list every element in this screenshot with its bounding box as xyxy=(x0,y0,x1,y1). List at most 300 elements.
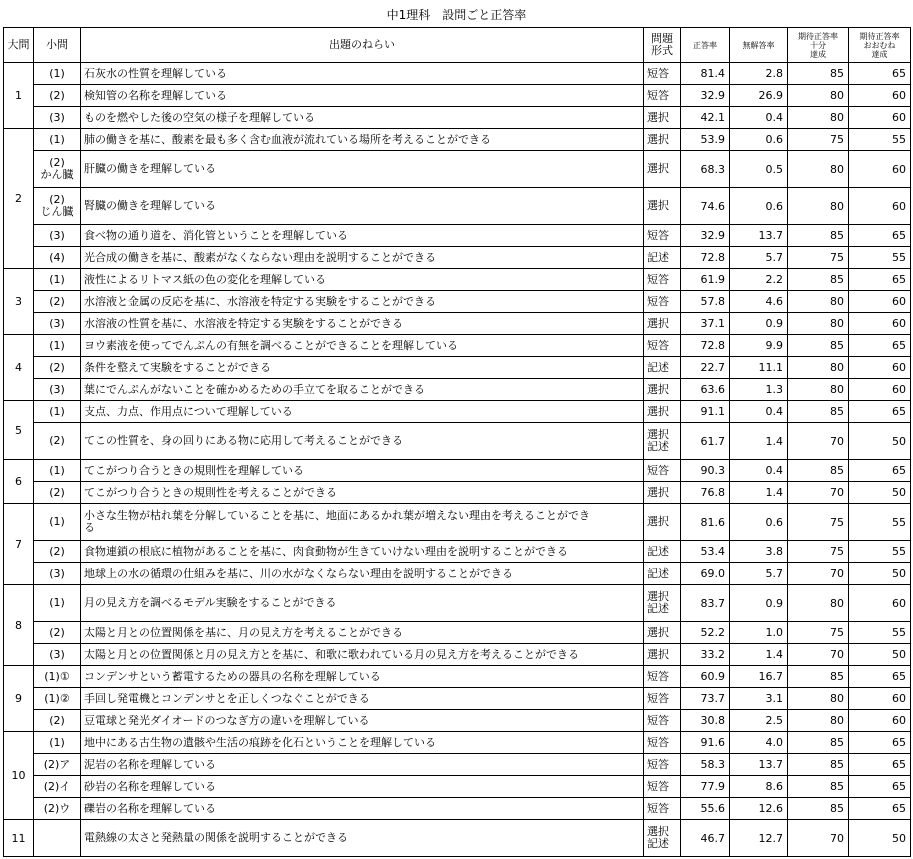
aim-cell: 検知管の名称を理解している xyxy=(81,85,644,107)
format-cell xyxy=(644,482,681,504)
sho-line: (1) xyxy=(49,272,65,286)
no-answer-rate-cell: 13.7 xyxy=(730,754,788,776)
aim-cell: てこがつり合うときの規則性を理解している xyxy=(81,460,644,482)
format-cell xyxy=(644,563,681,585)
correct-rate-cell: 72.8 xyxy=(681,247,730,269)
correct-rate-cell: 33.2 xyxy=(681,644,730,666)
sho-cell xyxy=(34,754,81,776)
expected-full-cell: 85 xyxy=(788,460,849,482)
correct-rate-cell: 76.8 xyxy=(681,482,730,504)
correct-rate-cell: 90.3 xyxy=(681,460,730,482)
expected-full-cell: 85 xyxy=(788,754,849,776)
format-line: 短答 xyxy=(647,463,669,477)
expected-full-cell: 75 xyxy=(788,504,849,541)
expected-full-cell: 85 xyxy=(788,798,849,820)
header-noanswer: 無解答率 xyxy=(730,28,788,63)
aim-cell: 支点、力点、作用点について理解している xyxy=(81,401,644,423)
format-cell xyxy=(644,622,681,644)
correct-rate-cell: 81.6 xyxy=(681,504,730,541)
expected-mostly-cell: 50 xyxy=(849,563,911,585)
expected-full-cell: 80 xyxy=(788,291,849,313)
header-row xyxy=(4,28,911,63)
sho-line: (3) xyxy=(49,647,65,661)
table-row xyxy=(4,85,911,107)
expected-mostly-cell: 65 xyxy=(849,732,911,754)
sho-cell xyxy=(34,401,81,423)
aim-cell: 礫岩の名称を理解している xyxy=(81,798,644,820)
format-line: 記述 xyxy=(647,360,669,374)
table-title: 中1理科 設問ごと正答率 xyxy=(386,8,527,22)
no-answer-rate-cell: 2.8 xyxy=(730,63,788,85)
expected-mostly-cell: 65 xyxy=(849,754,911,776)
no-answer-rate-cell: 16.7 xyxy=(730,666,788,688)
format-cell xyxy=(644,732,681,754)
aim-cell: 手回し発電機とコンデンサとを正しくつなぐことができる xyxy=(81,688,644,710)
sho-cell xyxy=(34,225,81,247)
expected-mostly-cell: 60 xyxy=(849,688,911,710)
expected-full-cell: 80 xyxy=(788,151,849,188)
format-cell xyxy=(644,335,681,357)
sho-cell xyxy=(34,776,81,798)
no-answer-rate-cell: 9.9 xyxy=(730,335,788,357)
table-row xyxy=(4,585,911,622)
expected-full-cell: 75 xyxy=(788,541,849,563)
expected-full-cell: 85 xyxy=(788,401,849,423)
table-row xyxy=(4,666,911,688)
correct-rate-cell: 22.7 xyxy=(681,357,730,379)
correct-rate-cell: 61.9 xyxy=(681,269,730,291)
sho-cell xyxy=(34,710,81,732)
aim-cell: てこの性質を、身の回りにある物に応用して考えることができる xyxy=(81,423,644,460)
format-line: 短答 xyxy=(647,272,669,286)
sho-cell xyxy=(34,85,81,107)
no-answer-rate-cell: 4.0 xyxy=(730,732,788,754)
expected-mostly-cell: 60 xyxy=(849,107,911,129)
sho-line: (2)ア xyxy=(43,757,71,771)
format-line: 短答 xyxy=(647,228,669,242)
aim-line: 小さな生物が枯れ葉を分解していることを基に、地面にあるかれ葉が増えない理由を考えることができ xyxy=(84,509,590,522)
correct-rate-cell: 91.6 xyxy=(681,732,730,754)
format-cell xyxy=(644,541,681,563)
header-line: 期待正答率 xyxy=(859,31,900,41)
aim-cell: 豆電球と発光ダイオードのつなぎ方の違いを理解している xyxy=(81,710,644,732)
sho-cell xyxy=(34,335,81,357)
no-answer-rate-cell: 1.0 xyxy=(730,622,788,644)
format-cell xyxy=(644,460,681,482)
header-format-line: 形式 xyxy=(651,44,673,57)
no-answer-rate-cell: 0.5 xyxy=(730,151,788,188)
dai-cell: 3 xyxy=(4,269,34,335)
format-line: 選択 xyxy=(647,825,669,838)
sho-line: (2) xyxy=(49,360,65,374)
format-cell xyxy=(644,666,681,688)
format-line: 短答 xyxy=(647,669,669,683)
format-cell xyxy=(644,401,681,423)
aim-cell: 食物連鎖の根底に植物があることを基に、肉食動物が生きていけない理由を説明することができる xyxy=(81,541,644,563)
expected-mostly-cell: 60 xyxy=(849,291,911,313)
sho-line: (3) xyxy=(49,228,65,242)
sho-cell xyxy=(34,688,81,710)
format-line: 選択 xyxy=(647,428,669,441)
header-line: 十分 xyxy=(810,40,826,50)
correct-rate-cell: 37.1 xyxy=(681,313,730,335)
no-answer-rate-cell: 2.2 xyxy=(730,269,788,291)
no-answer-rate-cell: 3.8 xyxy=(730,541,788,563)
no-answer-rate-cell: 0.6 xyxy=(730,504,788,541)
format-line: 選択 xyxy=(647,382,669,396)
header-line: 達成 xyxy=(871,49,888,59)
correct-rate-cell: 32.9 xyxy=(681,85,730,107)
format-line: 短答 xyxy=(647,88,669,102)
format-line: 選択 xyxy=(647,625,669,639)
correct-rate-cell: 46.7 xyxy=(681,820,730,857)
sho-cell xyxy=(34,563,81,585)
expected-mostly-cell: 55 xyxy=(849,247,911,269)
aim-cell: 太陽と月との位置関係と月の見え方とを基に、和歌に歌われている月の見え方を考えることができる xyxy=(81,644,644,666)
expected-mostly-cell: 55 xyxy=(849,541,911,563)
expected-full-cell: 80 xyxy=(788,710,849,732)
sho-line: (3) xyxy=(49,382,65,396)
table-row xyxy=(4,225,911,247)
aim-cell: コンデンサという蓄電するための器具の名称を理解している xyxy=(81,666,644,688)
table-row xyxy=(4,335,911,357)
format-cell xyxy=(644,585,681,622)
aim-cell: 地中にある古生物の遺骸や生活の痕跡を化石ということを理解している xyxy=(81,732,644,754)
table-row xyxy=(4,379,911,401)
expected-mostly-cell: 50 xyxy=(849,644,911,666)
table-row xyxy=(4,563,911,585)
aim-cell: 光合成の働きを基に、酸素がなくならない理由を説明することができる xyxy=(81,247,644,269)
sho-line: (2)イ xyxy=(43,779,71,793)
format-cell xyxy=(644,423,681,460)
expected-mostly-cell: 55 xyxy=(849,129,911,151)
dai-cell: 6 xyxy=(4,460,34,504)
no-answer-rate-cell: 1.4 xyxy=(730,644,788,666)
expected-full-cell: 75 xyxy=(788,247,849,269)
format-line: 記述 xyxy=(647,250,669,264)
sho-cell xyxy=(34,732,81,754)
dai-cell: 1 xyxy=(4,63,34,129)
no-answer-rate-cell: 13.7 xyxy=(730,225,788,247)
expected-mostly-cell: 60 xyxy=(849,379,911,401)
no-answer-rate-cell: 26.9 xyxy=(730,85,788,107)
correct-rate-cell: 55.6 xyxy=(681,798,730,820)
sho-line: (2) xyxy=(49,485,65,499)
table-row xyxy=(4,820,911,857)
table-row xyxy=(4,63,911,85)
expected-full-cell: 80 xyxy=(788,688,849,710)
format-line: 短答 xyxy=(647,735,669,749)
table-row xyxy=(4,644,911,666)
aim-cell: 肝臓の働きを理解している xyxy=(81,151,644,188)
expected-full-cell: 85 xyxy=(788,776,849,798)
sho-line: (1) xyxy=(49,463,65,477)
expected-full-cell: 70 xyxy=(788,423,849,460)
table-row xyxy=(4,151,911,188)
expected-full-cell: 80 xyxy=(788,585,849,622)
sho-line: (3) xyxy=(49,566,65,580)
header-line: 期待正答率 xyxy=(798,31,838,41)
sho-cell xyxy=(34,644,81,666)
format-line: 選択 xyxy=(647,162,669,175)
sho-cell xyxy=(34,820,81,857)
expected-mostly-cell: 65 xyxy=(849,401,911,423)
table-row xyxy=(4,313,911,335)
aim-cell: 条件を整えて実験をすることができる xyxy=(81,357,644,379)
sho-cell xyxy=(34,188,81,225)
sho-line: (1) xyxy=(49,404,65,418)
header-aim: 出題のねらい xyxy=(81,28,644,63)
format-line: 記述 xyxy=(647,837,669,850)
expected-full-cell: 70 xyxy=(788,482,849,504)
table-row xyxy=(4,188,911,225)
aim-cell: 月の見え方を調べるモデル実験をすることができる xyxy=(81,585,644,622)
table-row xyxy=(4,710,911,732)
format-cell xyxy=(644,291,681,313)
dai-cell: 11 xyxy=(4,820,34,857)
expected-full-cell: 80 xyxy=(788,188,849,225)
expected-mostly-cell: 60 xyxy=(849,357,911,379)
table-row xyxy=(4,247,911,269)
sho-cell xyxy=(34,107,81,129)
format-line: 選択 xyxy=(647,404,669,418)
format-cell xyxy=(644,129,681,151)
expected-mostly-cell: 50 xyxy=(849,820,911,857)
expected-full-cell: 80 xyxy=(788,379,849,401)
expected-full-cell: 80 xyxy=(788,85,849,107)
expected-mostly-cell: 65 xyxy=(849,798,911,820)
format-line: 選択 xyxy=(647,110,669,124)
format-cell xyxy=(644,225,681,247)
format-cell xyxy=(644,357,681,379)
aim-cell: 肺の働きを基に、酸素を最も多く含む血液が流れている場所を考えることができる xyxy=(81,129,644,151)
correct-rate-cell: 57.8 xyxy=(681,291,730,313)
correct-rate-cell: 53.4 xyxy=(681,541,730,563)
expected-mostly-cell: 55 xyxy=(849,504,911,541)
header-expected-full xyxy=(788,28,849,63)
correct-rate-cell: 74.6 xyxy=(681,188,730,225)
table-row xyxy=(4,460,911,482)
format-cell xyxy=(644,107,681,129)
aim-cell: 水溶液の性質を基に、水溶液を特定する実験をすることができる xyxy=(81,313,644,335)
format-line: 選択 xyxy=(647,199,669,212)
header-sho: 小問 xyxy=(34,28,81,63)
aim-cell: 地球上の水の循環の仕組みを基に、川の水がなくならない理由を説明することができる xyxy=(81,563,644,585)
no-answer-rate-cell: 0.9 xyxy=(730,585,788,622)
format-line: 記述 xyxy=(647,566,669,580)
expected-mostly-cell: 60 xyxy=(849,188,911,225)
table-row xyxy=(4,776,911,798)
expected-mostly-cell: 65 xyxy=(849,63,911,85)
aim-cell: 石灰水の性質を理解している xyxy=(81,63,644,85)
dai-cell: 2 xyxy=(4,129,34,269)
table-row xyxy=(4,798,911,820)
expected-mostly-cell: 50 xyxy=(849,482,911,504)
table-body xyxy=(4,63,911,857)
dai-cell: 8 xyxy=(4,585,34,666)
expected-mostly-cell: 60 xyxy=(849,151,911,188)
table-row xyxy=(4,269,911,291)
no-answer-rate-cell: 0.6 xyxy=(730,188,788,225)
format-cell xyxy=(644,188,681,225)
sho-line: (4) xyxy=(49,250,65,264)
table-row xyxy=(4,732,911,754)
format-line: 記述 xyxy=(647,544,669,558)
format-cell xyxy=(644,644,681,666)
sho-line: (1)① xyxy=(44,669,70,683)
table-row xyxy=(4,541,911,563)
sho-line: (2) xyxy=(49,434,65,447)
correct-rate-cell: 68.3 xyxy=(681,151,730,188)
expected-full-cell: 80 xyxy=(788,107,849,129)
no-answer-rate-cell: 0.4 xyxy=(730,107,788,129)
expected-full-cell: 85 xyxy=(788,225,849,247)
aim-cell: 液性によるリトマス紙の色の変化を理解している xyxy=(81,269,644,291)
no-answer-rate-cell: 0.9 xyxy=(730,313,788,335)
header-line: 達成 xyxy=(810,49,826,59)
header-expected-mostly xyxy=(849,28,911,63)
format-cell xyxy=(644,820,681,857)
aim-line: る xyxy=(84,521,95,534)
format-cell xyxy=(644,269,681,291)
sho-line: (1) xyxy=(49,515,65,528)
sho-cell xyxy=(34,291,81,313)
format-line: 選択 xyxy=(647,590,669,603)
dai-cell: 7 xyxy=(4,504,34,585)
correct-rate-cell: 42.1 xyxy=(681,107,730,129)
expected-full-cell: 70 xyxy=(788,644,849,666)
aim-cell: ヨウ素液を使ってでんぷんの有無を調べることができることを理解している xyxy=(81,335,644,357)
table-row xyxy=(4,357,911,379)
header-correct: 正答率 xyxy=(681,28,730,63)
no-answer-rate-cell: 3.1 xyxy=(730,688,788,710)
format-line: 記述 xyxy=(647,440,669,453)
correct-rate-cell: 81.4 xyxy=(681,63,730,85)
sho-cell xyxy=(34,585,81,622)
expected-mostly-cell: 65 xyxy=(849,460,911,482)
format-line: 短答 xyxy=(647,294,669,308)
sho-cell xyxy=(34,423,81,460)
sho-line: (2) xyxy=(49,193,65,206)
correct-rate-cell: 72.8 xyxy=(681,335,730,357)
format-cell xyxy=(644,710,681,732)
aim-cell: 食べ物の通り道を、消化管ということを理解している xyxy=(81,225,644,247)
correct-rate-cell: 53.9 xyxy=(681,129,730,151)
expected-full-cell: 70 xyxy=(788,563,849,585)
sho-cell xyxy=(34,63,81,85)
no-answer-rate-cell: 12.6 xyxy=(730,798,788,820)
sho-line: (2) xyxy=(49,88,65,102)
format-line: 記述 xyxy=(647,602,669,615)
format-cell xyxy=(644,776,681,798)
no-answer-rate-cell: 0.4 xyxy=(730,460,788,482)
sho-cell xyxy=(34,379,81,401)
no-answer-rate-cell: 0.6 xyxy=(730,129,788,151)
expected-full-cell: 85 xyxy=(788,335,849,357)
dai-cell: 5 xyxy=(4,401,34,460)
no-answer-rate-cell: 2.5 xyxy=(730,710,788,732)
table-row xyxy=(4,107,911,129)
no-answer-rate-cell: 4.6 xyxy=(730,291,788,313)
no-answer-rate-cell: 11.1 xyxy=(730,357,788,379)
table-row xyxy=(4,423,911,460)
sho-cell xyxy=(34,151,81,188)
sho-line: じん臓 xyxy=(40,205,74,218)
header-format-line: 問題 xyxy=(651,32,673,45)
expected-mostly-cell: 55 xyxy=(849,622,911,644)
sho-line: かん臓 xyxy=(40,168,74,181)
correct-rate-cell: 83.7 xyxy=(681,585,730,622)
sho-line: (1) xyxy=(49,338,65,352)
sho-cell xyxy=(34,129,81,151)
sho-line: (2) xyxy=(49,625,65,639)
sho-cell xyxy=(34,798,81,820)
expected-mostly-cell: 65 xyxy=(849,269,911,291)
sho-line: (1)② xyxy=(44,691,70,705)
expected-mostly-cell: 50 xyxy=(849,423,911,460)
expected-mostly-cell: 65 xyxy=(849,225,911,247)
no-answer-rate-cell: 5.7 xyxy=(730,563,788,585)
no-answer-rate-cell: 12.7 xyxy=(730,820,788,857)
expected-full-cell: 85 xyxy=(788,63,849,85)
format-cell xyxy=(644,798,681,820)
table-row xyxy=(4,482,911,504)
table-row xyxy=(4,622,911,644)
sho-cell xyxy=(34,269,81,291)
dai-cell: 9 xyxy=(4,666,34,732)
results-table xyxy=(3,27,911,857)
aim-cell: 泥岩の名称を理解している xyxy=(81,754,644,776)
sho-cell xyxy=(34,460,81,482)
aim-cell: 水溶液と金属の反応を基に、水溶液を特定する実験をすることができる xyxy=(81,291,644,313)
format-line: 短答 xyxy=(647,757,669,771)
expected-full-cell: 70 xyxy=(788,820,849,857)
aim-cell: 葉にでんぷんがないことを確かめるための手立てを取ることができる xyxy=(81,379,644,401)
format-line: 短答 xyxy=(647,801,669,815)
sho-line: (1) xyxy=(49,132,65,146)
sho-line: (2) xyxy=(49,156,65,169)
sho-line: (2)ウ xyxy=(43,801,71,815)
sho-cell xyxy=(34,622,81,644)
table-row xyxy=(4,291,911,313)
sho-cell xyxy=(34,313,81,335)
expected-mostly-cell: 60 xyxy=(849,710,911,732)
format-line: 短答 xyxy=(647,66,669,80)
dai-cell: 10 xyxy=(4,732,34,820)
format-cell xyxy=(644,151,681,188)
expected-full-cell: 75 xyxy=(788,622,849,644)
correct-rate-cell: 52.2 xyxy=(681,622,730,644)
format-line: 選択 xyxy=(647,485,669,499)
correct-rate-cell: 58.3 xyxy=(681,754,730,776)
no-answer-rate-cell: 8.6 xyxy=(730,776,788,798)
header-dai: 大問 xyxy=(4,28,34,63)
expected-full-cell: 80 xyxy=(788,357,849,379)
header-line: おおむね xyxy=(863,40,896,50)
table-row xyxy=(4,754,911,776)
expected-full-cell: 80 xyxy=(788,313,849,335)
sho-line: (1) xyxy=(49,66,65,80)
sho-line: (1) xyxy=(49,596,65,609)
aim-cell: 砂岩の名称を理解している xyxy=(81,776,644,798)
sho-cell xyxy=(34,541,81,563)
aim-cell xyxy=(81,504,644,541)
correct-rate-cell: 32.9 xyxy=(681,225,730,247)
expected-full-cell: 85 xyxy=(788,732,849,754)
sho-line: (3) xyxy=(49,110,65,124)
expected-full-cell: 75 xyxy=(788,129,849,151)
no-answer-rate-cell: 0.4 xyxy=(730,401,788,423)
